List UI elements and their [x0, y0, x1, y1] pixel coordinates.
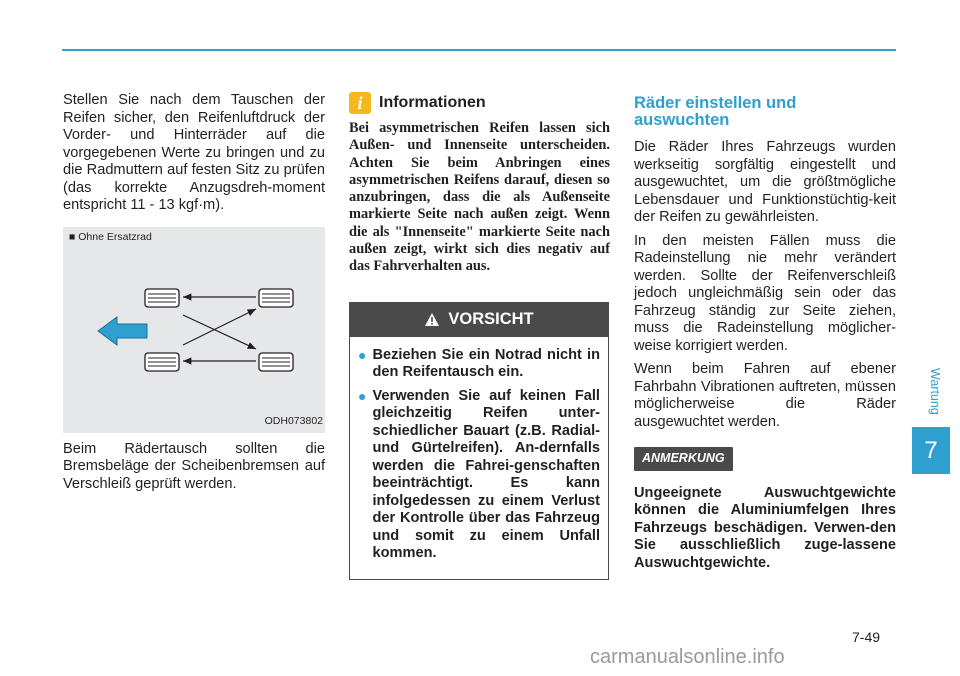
tire-rotation-diagram [63, 227, 325, 433]
figure-label: ■ Ohne Ersatzrad [69, 230, 152, 243]
warning-triangle-icon [424, 312, 440, 327]
arrow-rear-left-to-front-right [183, 309, 256, 345]
caution-item-text: Beziehen Sie ein Notrad nicht in den Reifentausch ein. [372, 346, 600, 381]
arrow-front-left-to-rear-right [183, 315, 256, 349]
info-title: Informationen [379, 94, 486, 112]
tire-rear-left [145, 353, 179, 371]
figure-code: ODH073802 [264, 415, 323, 427]
chapter-label: Wartung [928, 368, 942, 415]
caution-item [358, 347, 600, 382]
caution-header [350, 303, 608, 337]
chapter-number: 7 [912, 427, 950, 474]
alignment-paragraph-2: In den meisten Fällen muss die Radeinstellung nie mehr verändert werden. Sollte der Reifenverschleiß jedoch ungleichmäßig sein oder das Fahrzeug ständig zur Seite ziehen, muss die Radeinstellung möglicher-weise korrigiert werden. [634, 232, 896, 354]
tire-rotation-figure [63, 227, 325, 433]
caution-item [358, 388, 600, 563]
caution-box [349, 302, 609, 580]
column-left [63, 92, 325, 493]
info-text: Bei asymmetrischen Reifen lassen sich Außen- und Innenseite unterscheiden. Achten Sie beim Anbringen eines asymmetrischen Reifens darauf, diesen so anzubringen, dass die als Außenseite markierte Seite nach außen zeigt. Wenn die als "Innenseite" markierte Seite nach außen zeigt, wirkt sich dies negativ auf das Fahrverhalten aus. [349, 120, 610, 275]
info-icon: i [349, 92, 371, 114]
tire-pressure-paragraph: Stellen Sie nach dem Tauschen der Reifen sicher, den Reifenluftdruck der Vorder- und Hinterräder auf die vorgegebenen Werte zu bringen und zu die Radmuttern auf festen Sitz zu prüfen (das korrekte Anzugsdreh-moment entspricht 11 - 13 kgf·m). [63, 92, 325, 213]
page-number: 7-49 [852, 629, 881, 645]
caution-body [350, 337, 608, 579]
column-right [634, 92, 896, 572]
caution-title: VORSICHT [448, 309, 534, 328]
column-middle [349, 92, 610, 580]
note-text: Ungeeignete Auswuchtgewichte können die Aluminiumfelgen Ihres Fahrzeugs beschädigen. Verwen-den Sie ausschließlich zuge-lassene Auswuchtgewichte. [634, 484, 896, 571]
brake-check-paragraph: Beim Rädertausch sollten die Bremsbeläge der Scheibenbremsen auf Verschleiß geprüft werden. [63, 440, 325, 492]
direction-arrow-icon [98, 317, 147, 345]
alignment-paragraph-1: Die Räder Ihres Fahrzeugs wurden werkseitig sorgfältig eingestellt und ausgewuchtet, um die größtmögliche Lebensdauer und Funktionstüchtig-keit der Reifen zu gewährleisten. [634, 139, 896, 225]
header-rule [62, 49, 896, 51]
tire-front-left [145, 289, 179, 307]
bullet-icon: ● [358, 346, 367, 363]
bullet-icon: ● [358, 387, 367, 404]
note-badge: ANMERKUNG [634, 447, 733, 471]
tire-front-right [259, 289, 293, 307]
tire-rear-right [259, 353, 293, 371]
alignment-paragraph-3: Wenn beim Fahren auf ebener Fahrbahn Vibrationen auftreten, müssen möglicherweise die Räder ausgewuchtet werden. [634, 361, 896, 430]
watermark: carmanualsonline.info [590, 646, 785, 668]
info-header [349, 92, 610, 114]
section-heading: Räder einstellen und auswuchten [634, 94, 797, 129]
caution-item-text: Verwenden Sie auf keinen Fall gleichzeitig Reifen unter-schiedlicher Bauart (z.B. Radial- und Gürtelreifen). An-dernfalls werden die Fahrei-genschaften beeinträchtigt. Es kann infolgedessen zu einem Verlust der Kontrolle über das Fahrzeug und somit zu einem Unfall kommen. [372, 387, 600, 562]
